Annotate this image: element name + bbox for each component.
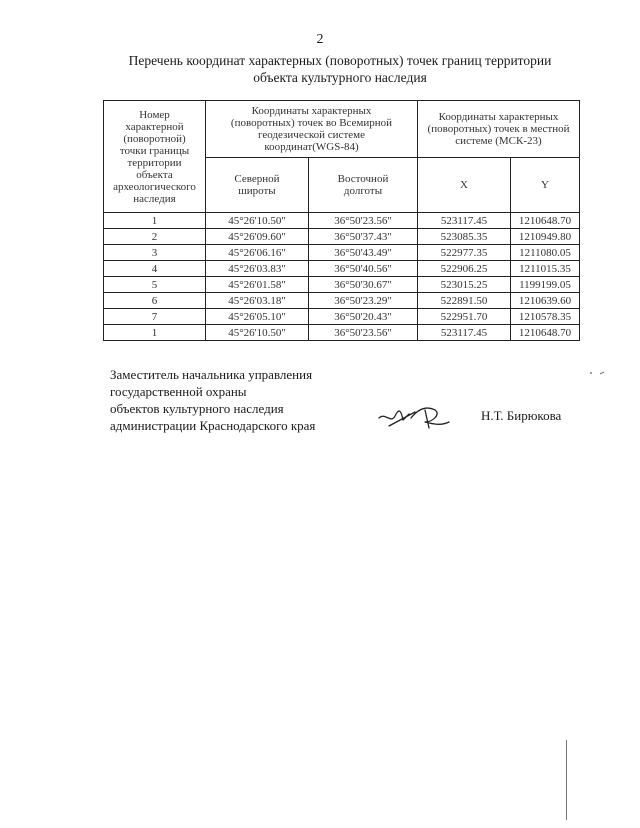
- scan-speck: [588, 370, 610, 376]
- table-cell: 1210639.60: [511, 293, 580, 309]
- table-cell: 1210648.70: [511, 325, 580, 341]
- table-row: [104, 245, 580, 261]
- table-cell: 45°26'10.50": [206, 325, 309, 341]
- table-cell: 45°26'09.60": [206, 229, 309, 245]
- table-cell: 523117.45: [418, 325, 511, 341]
- table-cell: 45°26'05.10": [206, 309, 309, 325]
- table-cell: 36°50'23.29": [309, 293, 418, 309]
- table-cell: 1210648.70: [511, 213, 580, 229]
- table-cell: 36°50'30.67": [309, 277, 418, 293]
- table-cell: 45°26'03.83": [206, 261, 309, 277]
- table-cell: 1: [104, 213, 206, 229]
- table-cell: 523085.35: [418, 229, 511, 245]
- table-cell: 36°50'23.56": [309, 213, 418, 229]
- header-wgs84: Координаты характерных (поворотных) точек во Всемирной геодезической системе координат(WGS-84): [206, 101, 418, 158]
- table-cell: 522977.35: [418, 245, 511, 261]
- table-cell: 1210949.80: [511, 229, 580, 245]
- table-cell: 1210578.35: [511, 309, 580, 325]
- table-cell: 523015.25: [418, 277, 511, 293]
- table-cell: 45°26'10.50": [206, 213, 309, 229]
- handwritten-signature: [375, 398, 455, 436]
- signer-position-line: Заместитель начальника управления: [110, 367, 313, 382]
- signer-position: [110, 366, 315, 434]
- page-number: 2: [316, 32, 324, 47]
- table-row: [104, 309, 580, 325]
- table-row: [104, 293, 580, 309]
- table-row: [104, 213, 580, 229]
- header-y: Y: [511, 158, 580, 213]
- header-north-latitude: Северной широты: [206, 158, 309, 213]
- document-title: [90, 52, 590, 86]
- signer-position-line: объектов культурного наследия: [110, 401, 284, 416]
- table-cell: 6: [104, 293, 206, 309]
- signer-position-line: государственной охраны: [110, 384, 247, 399]
- table-cell: 45°26'01.58": [206, 277, 309, 293]
- header-east-longitude: Восточной долготы: [309, 158, 418, 213]
- table-cell: 523117.45: [418, 213, 511, 229]
- title-line: Перечень координат характерных (поворотных) точек границ территории: [128, 53, 552, 68]
- table-cell: 3: [104, 245, 206, 261]
- table-cell: 1211015.35: [511, 261, 580, 277]
- table-cell: 1211080.05: [511, 245, 580, 261]
- table-row: [104, 261, 580, 277]
- table-cell: 1: [104, 325, 206, 341]
- table-cell: 36°50'40.56": [309, 261, 418, 277]
- table-cell: 36°50'20.43": [309, 309, 418, 325]
- signer-position-line: администрации Краснодарского края: [110, 418, 316, 433]
- table-cell: 5: [104, 277, 206, 293]
- header-x: X: [418, 158, 511, 213]
- table-cell: 36°50'43.49": [309, 245, 418, 261]
- table-cell: 1199199.05: [511, 277, 580, 293]
- table-cell: 522891.50: [418, 293, 511, 309]
- title-line: объекта культурного наследия: [253, 70, 427, 85]
- coordinates-table: [103, 100, 580, 341]
- table-row: [104, 277, 580, 293]
- table-row: [104, 325, 580, 341]
- scan-edge-line: [566, 740, 567, 820]
- table-cell: 36°50'37.43": [309, 229, 418, 245]
- header-point-number: Номер характерной (поворотной) точки границы территории объекта археологического наследия: [104, 101, 206, 213]
- table-row: [104, 229, 580, 245]
- table-cell: 522951.70: [418, 309, 511, 325]
- table-cell: 7: [104, 309, 206, 325]
- table-cell: 36°50'23.56": [309, 325, 418, 341]
- table-cell: 2: [104, 229, 206, 245]
- signer-name: Н.Т. Бирюкова: [481, 408, 562, 423]
- table-cell: 522906.25: [418, 261, 511, 277]
- table-cell: 4: [104, 261, 206, 277]
- header-msk23: Координаты характерных (поворотных) точек в местной системе (МСК-23): [418, 101, 580, 158]
- table-cell: 45°26'06.16": [206, 245, 309, 261]
- table-cell: 45°26'03.18": [206, 293, 309, 309]
